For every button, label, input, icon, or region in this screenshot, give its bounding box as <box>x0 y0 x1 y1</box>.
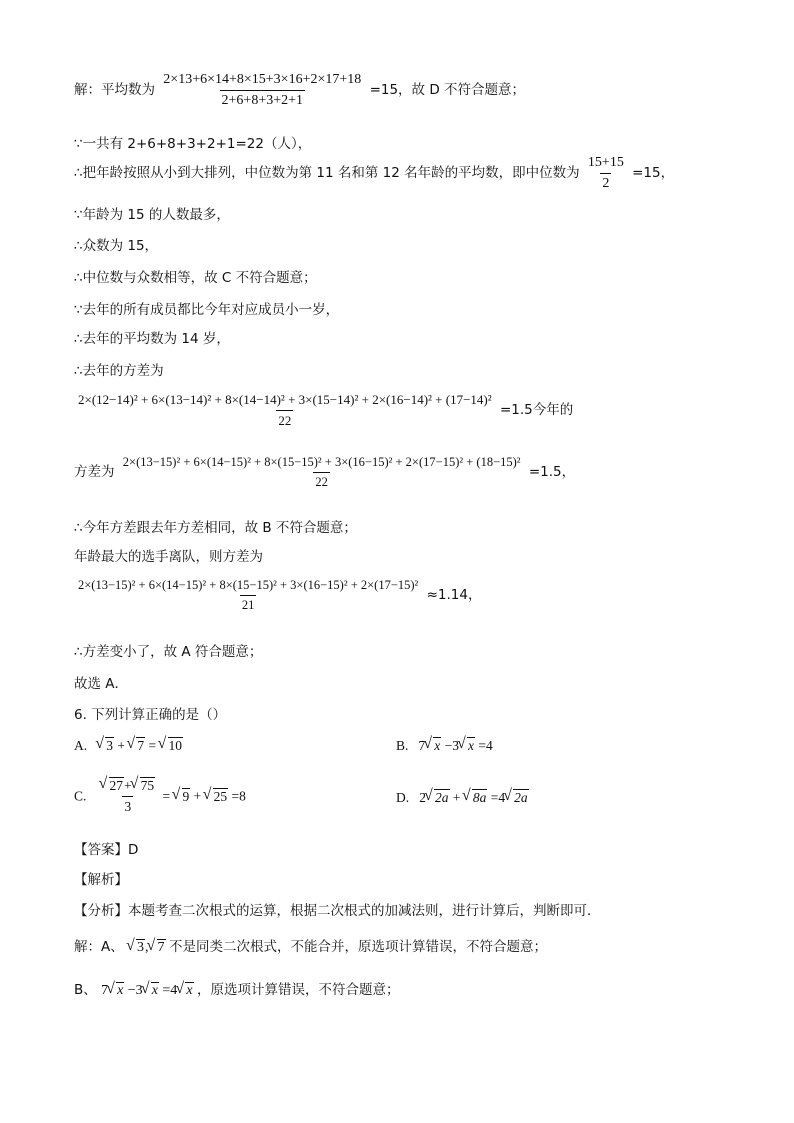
choose-a: 故选 A． <box>74 676 129 692</box>
solution-a-prefix: 解：A、 <box>74 939 124 955</box>
sqrt-x <box>425 738 441 754</box>
radicand: 27 <box>109 778 124 793</box>
mean-prefix: 解：平均数为 <box>74 82 155 98</box>
this-year-var-prefix: 方差为 <box>74 464 115 480</box>
equals-result: =4 <box>478 738 493 753</box>
q6-stem: 6. 下列计算正确的是（） <box>74 707 227 723</box>
radicand: x <box>468 738 475 753</box>
solution-b-text: ，原选项计算错误，不符合题意； <box>197 982 400 998</box>
sqrt-x <box>108 983 124 999</box>
sqrt-8a <box>464 790 488 806</box>
radicand: x <box>186 983 193 998</box>
new-var-numerator: 2×(13−15)² + 6×(14−15)² + 8×(15−15)² + 3×(16−15)² + 2×(17−15)² <box>78 578 419 592</box>
q6-option-d <box>396 790 529 806</box>
this-year-var-result: =1.5， <box>528 464 576 480</box>
minus-term: −3 <box>127 983 143 998</box>
mode-line: ∴众数为 15， <box>74 238 159 254</box>
analysis-text: 【分析】本题考查二次根式的运算，根据二次根式的加减法则，进行计算后，判断即可． <box>74 903 601 919</box>
radicand: 2a <box>514 790 528 805</box>
median-prefix: ∴把年龄按照从小到大排列，中位数为第 11 名和第 12 名年龄的平均数，即中位数为 <box>74 165 580 181</box>
sqrt-x <box>143 983 159 999</box>
option-c-denominator: 3 <box>122 796 133 815</box>
median-fraction <box>586 155 626 192</box>
sqrt-27 <box>101 778 125 794</box>
this-year-var-denominator: 22 <box>313 472 330 490</box>
comma: , <box>145 940 149 955</box>
q6-option-a <box>74 738 183 754</box>
answer-line: 【答案】D <box>74 842 139 858</box>
plus-sign: + <box>193 788 202 804</box>
last-year-var-numerator: 2×(12−14)² + 6×(13−14)² + 8×(14−14)² + 3×(15−14)² + 2×(16−14)² + (17−14)² <box>78 392 492 407</box>
median-numerator: 15+15 <box>587 155 624 170</box>
option-b-label: B. <box>396 738 409 753</box>
new-var-fraction <box>76 578 420 613</box>
last-year-mean: ∴去年的平均数为 14 岁， <box>74 331 230 347</box>
sqrt-2a <box>426 790 450 806</box>
median-result: =15， <box>632 165 675 181</box>
sqrt-7 <box>128 738 145 754</box>
coefficient: 7 <box>418 738 426 753</box>
radicand: 9 <box>182 788 190 804</box>
radicand: x <box>117 983 124 998</box>
solution-a-text: 不是同类二次根式，不能合并，原选项计算错误，不符合题意； <box>169 939 548 955</box>
q6-option-b <box>396 738 493 754</box>
radicand: 8a <box>472 790 487 805</box>
solution-b-prefix: B、 <box>74 982 97 998</box>
radicand: 2a <box>435 790 449 805</box>
this-year-variance <box>74 455 575 490</box>
plus-sign: + <box>124 778 132 793</box>
sqrt-7 <box>149 940 166 956</box>
sqrt-x <box>459 738 475 754</box>
sqrt-3 <box>97 738 114 754</box>
plus-sign: + <box>452 790 461 805</box>
equals-result: =8 <box>231 788 246 804</box>
q6-option-c <box>74 778 246 815</box>
median-line <box>74 155 674 192</box>
sqrt-75 <box>132 778 156 794</box>
equals-result: =4 <box>490 790 506 805</box>
last-year-variance <box>74 392 573 429</box>
radicand: 10 <box>168 738 182 753</box>
option-c-fraction <box>99 778 158 815</box>
coefficient: 2 <box>419 790 426 805</box>
option-c-numerator <box>99 778 158 796</box>
mode-reason: ∵年龄为 15 的人数最多， <box>74 207 230 223</box>
oldest-leave: 年龄最大的选手离队，则方差为 <box>74 549 263 565</box>
median-denominator: 2 <box>600 173 611 192</box>
mean-denominator: 2+6+8+3+2+1 <box>220 90 305 109</box>
this-year-var-numerator: 2×(13−15)² + 6×(14−15)² + 8×(15−15)² + 3×(16−15)² + 2×(17−15)² + (18−15)² <box>122 455 521 469</box>
equals-sign: = <box>148 738 157 753</box>
sqrt-9 <box>174 789 191 805</box>
radicand: 75 <box>140 778 155 793</box>
option-a-label: A. <box>74 738 88 753</box>
option-c-label: C. <box>74 788 87 804</box>
new-variance <box>74 578 481 613</box>
mean-line <box>74 72 525 109</box>
variance-same: ∴今年方差跟去年方差相同，故 B 不符合题意； <box>74 520 357 536</box>
sqrt-2a <box>505 790 529 806</box>
radicand: 3 <box>106 738 113 753</box>
solution-a <box>74 935 547 956</box>
new-var-result: ≈1.14， <box>426 587 482 603</box>
sqrt-x <box>177 983 193 999</box>
equals-result: =4 <box>162 983 178 998</box>
plus-sign: + <box>117 738 125 753</box>
option-d-label: D. <box>396 790 410 805</box>
variance-smaller: ∴方差变小了，故 A 符合题意； <box>74 644 263 660</box>
radicand: 3 <box>137 940 145 955</box>
total-line: ∵一共有 2+6+8+3+2+1=22（人）， <box>74 136 312 152</box>
sqrt-25 <box>205 789 229 805</box>
last-year-reason: ∵去年的所有成员都比今年对应成员小一岁， <box>74 302 340 318</box>
radicand: x <box>434 738 441 753</box>
new-var-denominator: 21 <box>240 595 257 613</box>
last-year-var-result: =1.5今年的 <box>499 402 574 418</box>
mean-numerator: 2×13+6×14+8×15+3×16+2×17+18 <box>163 72 362 87</box>
coefficient: 7 <box>101 983 109 998</box>
last-year-var-fraction <box>76 392 494 429</box>
analysis-head: 【解析】 <box>74 872 128 888</box>
equals-sign: = <box>162 788 171 804</box>
sqrt-3 <box>128 940 145 956</box>
radicand: 7 <box>137 738 145 753</box>
solution-b <box>74 978 400 999</box>
sqrt-10 <box>160 738 184 754</box>
median-mode-equal: ∴中位数与众数相等，故 C 不符合题意； <box>74 270 317 286</box>
last-year-var-intro: ∴去年的方差为 <box>74 363 164 379</box>
last-year-var-denominator: 22 <box>276 410 293 429</box>
mean-result: =15，故 D 不符合题意； <box>369 82 526 98</box>
minus-term: −3 <box>444 738 460 753</box>
this-year-var-fraction <box>121 455 523 490</box>
radicand: 7 <box>157 940 165 955</box>
radicand: 25 <box>213 788 228 804</box>
radicand: x <box>151 983 158 998</box>
mean-fraction <box>161 72 363 109</box>
